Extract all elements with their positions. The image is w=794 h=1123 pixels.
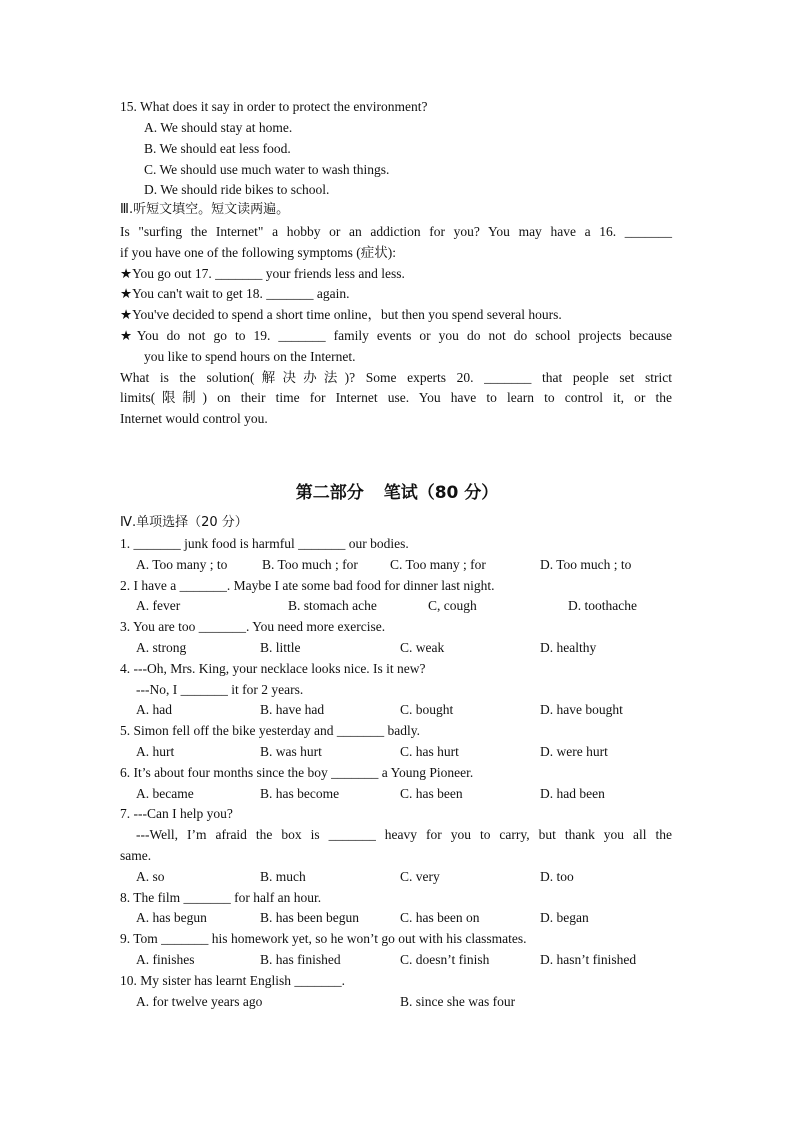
- question-7-reply: ---Well, I’m afraid the box is _______ heavy for you to carry, but thank you all the: [136, 827, 672, 842]
- q2-option-b: B. stomach ache: [288, 598, 377, 613]
- q15-option-d: D. We should ride bikes to school.: [144, 182, 330, 197]
- q9-option-d: D. hasn’t finished: [540, 952, 637, 967]
- q10-option-b: B. since she was four: [400, 994, 516, 1009]
- q10-option-a: A. for twelve years ago: [136, 994, 263, 1009]
- q2-options: [136, 596, 676, 616]
- q3-option-a: A. strong: [136, 640, 187, 655]
- q1-options: [136, 555, 676, 575]
- q6-options: [136, 784, 676, 804]
- q8-options: [136, 908, 676, 928]
- q6-option-c: C. has been: [400, 786, 463, 801]
- q1-option-d: D. Too much ; to: [540, 557, 632, 572]
- q9-option-c: C. doesn’t finish: [400, 952, 490, 967]
- question-8: 8. The film _______ for half an hour.: [120, 890, 322, 905]
- q4-option-d: D. have bought: [540, 702, 623, 717]
- question-7-reply-cont: same.: [120, 848, 152, 863]
- question-2: 2. I have a _______. Maybe I ate some bad food for dinner last night.: [120, 578, 495, 593]
- q8-option-a: A. has begun: [136, 910, 207, 925]
- section-4-heading: Ⅳ.单项选择（20 分）: [120, 515, 248, 530]
- passage-line-4: limits(限制) on their time for Internet use. You have to learn to control it, or the: [120, 390, 672, 405]
- q3-option-c: C. weak: [400, 640, 445, 655]
- question-3: 3. You are too _______. You need more exercise.: [120, 619, 386, 634]
- q10-options: [136, 992, 676, 1012]
- q7-option-c: C. very: [400, 869, 440, 884]
- passage-bullet-4: ★You do not go to 19. _______ family events or you do not do school projects because: [120, 328, 672, 343]
- q15-option-b: B. We should eat less food.: [144, 141, 291, 156]
- passage-line-5: Internet would control you.: [120, 411, 268, 426]
- question-9: 9. Tom _______ his homework yet, so he won’t go out with his classmates.: [120, 931, 527, 946]
- passage-bullet-4-cont: you like to spend hours on the Internet.: [144, 349, 356, 364]
- q2-option-a: A. fever: [136, 598, 181, 613]
- question-5: 5. Simon fell off the bike yesterday and _______ badly.: [120, 723, 420, 738]
- q7-option-b: B. much: [260, 869, 306, 884]
- q1-option-b: B. Too much ; for: [262, 557, 358, 572]
- q1-option-c: C. Too many ; for: [390, 557, 486, 572]
- question-4-reply: ---No, I _______ it for 2 years.: [136, 682, 304, 697]
- q9-option-a: A. finishes: [136, 952, 195, 967]
- part-2-title: [0, 481, 794, 505]
- question-4: 4. ---Oh, Mrs. King, your necklace looks nice. Is it new?: [120, 661, 426, 676]
- part-2-subtitle: 笔试（80 分）: [383, 483, 499, 503]
- passage-bullet-2: ★You can't wait to get 18. _______ again.: [120, 286, 350, 301]
- q6-option-b: B. has become: [260, 786, 340, 801]
- q3-option-b: B. little: [260, 640, 301, 655]
- q4-option-a: A. had: [136, 702, 172, 717]
- q15-option-a: A. We should stay at home.: [144, 120, 293, 135]
- q9-options: [136, 950, 676, 970]
- q6-option-d: D. had been: [540, 786, 605, 801]
- passage-line-3: What is the solution(解决办法)? Some experts 20. _______ that people set strict: [120, 370, 672, 385]
- part-2-label: 第二部分: [295, 483, 364, 503]
- q4-options: [136, 700, 676, 720]
- q15-option-c: C. We should use much water to wash things.: [144, 162, 390, 177]
- q5-options: [136, 742, 676, 762]
- q8-option-c: C. has been on: [400, 910, 480, 925]
- passage-bullet-1: ★You go out 17. _______ your friends less and less.: [120, 266, 405, 281]
- q2-option-d: D. toothache: [568, 598, 637, 613]
- passage-line-1: Is "surfing the Internet" a hobby or an addiction for you? You may have a 16. _______: [120, 224, 672, 239]
- passage-bullet-3: ★You've decided to spend a short time online，but then you spend several hours.: [120, 307, 562, 322]
- q2-option-c: C, cough: [428, 598, 477, 613]
- q8-option-b: B. has been begun: [260, 910, 359, 925]
- question-10: 10. My sister has learnt English _______.: [120, 973, 345, 988]
- q5-option-b: B. was hurt: [260, 744, 322, 759]
- q5-option-c: C. has hurt: [400, 744, 459, 759]
- q6-option-a: A. became: [136, 786, 194, 801]
- passage-line-2: if you have one of the following symptoms (症状):: [120, 245, 396, 260]
- q3-options: [136, 638, 676, 658]
- q8-option-d: D. began: [540, 910, 589, 925]
- q7-option-d: D. too: [540, 869, 574, 884]
- q4-option-b: B. have had: [260, 702, 325, 717]
- q7-option-a: A. so: [136, 869, 165, 884]
- q7-options: [136, 867, 676, 887]
- question-6: 6. It’s about four months since the boy _______ a Young Pioneer.: [120, 765, 474, 780]
- q5-option-a: A. hurt: [136, 744, 175, 759]
- section-3-heading: Ⅲ.听短文填空。短文读两遍。: [120, 202, 290, 217]
- q9-option-b: B. has finished: [260, 952, 341, 967]
- q5-option-d: D. were hurt: [540, 744, 608, 759]
- question-7: 7. ---Can I help you?: [120, 806, 233, 821]
- q1-option-a: A. Too many ; to: [136, 557, 228, 572]
- q3-option-d: D. healthy: [540, 640, 597, 655]
- q4-option-c: C. bought: [400, 702, 454, 717]
- question-1: 1. _______ junk food is harmful _______ our bodies.: [120, 536, 409, 551]
- question-15: 15. What does it say in order to protect the environment?: [120, 99, 428, 114]
